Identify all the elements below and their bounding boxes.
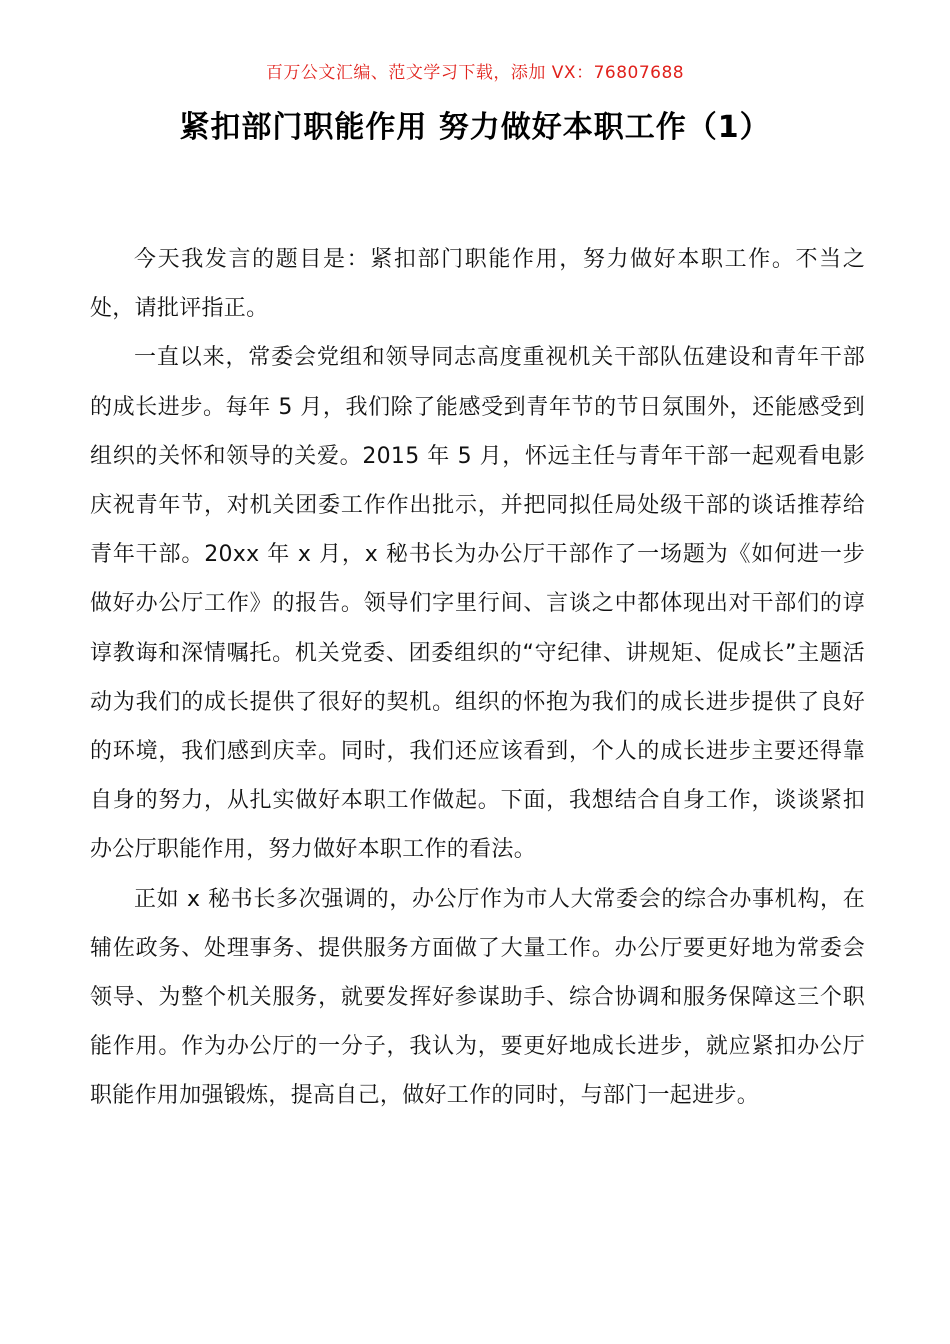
paragraph-2: 一直以来，常委会党组和领导同志高度重视机关干部队伍建设和青年干部的成长进步。每年 5 月，我们除了能感受到青年节的节日氛围外，还能感受到组织的关怀和领导的关爱。2015 年 5 月，怀远主任与青年干部一起观看电影庆祝青年节，对机关团委工作作出批示，并把同拟任局处级干部的谈话推荐给青年干部。20xx 年 x 月，x 秘书长为办公厅干部作了一场题为《如何进一步做好办公厅工作》的报告。领导们字里行间、言谈之中都体现出对干部们的谆谆教诲和深情嘱托。机关党委、团委组织的“守纪律、讲规矩、促成长”主题活动为我们的成长提供了很好的契机。组织的怀抱为我们的成长进步提供了良好的环境，我们感到庆幸。同时，我们还应该看到，个人的成长进步主要还得靠自身的努力，从扎实做好本职工作做起。下面，我想结合自身工作，谈谈紧扣办公厅职能作用，努力做好本职工作的看法。 <box>90 345 865 863</box>
paragraph-3: 正如 x 秘书长多次强调的，办公厅作为市人大常委会的综合办事机构，在辅佐政务、处理事务、提供服务方面做了大量工作。办公厅要更好地为常委会领导、为整个机关服务，就要发挥好参谋助手、综合协调和服务保障这三个职能作用。作为办公厅的一分子，我认为，要更好地成长进步，就应紧扣办公厅职能作用加强锻炼，提高自己，做好工作的同时，与部门一起进步。 <box>90 886 865 1109</box>
document-title: 紧扣部门职能作用 努力做好本职工作（1） <box>179 110 771 145</box>
promo-header: 百万公文汇编、范文学习下载，添加 VX：76807688 <box>265 63 685 83</box>
paragraph-1: 今天我发言的题目是：紧扣部门职能作用，努力做好本职工作。不当之处，请批评指正。 <box>90 247 865 322</box>
document-body <box>90 235 865 1121</box>
